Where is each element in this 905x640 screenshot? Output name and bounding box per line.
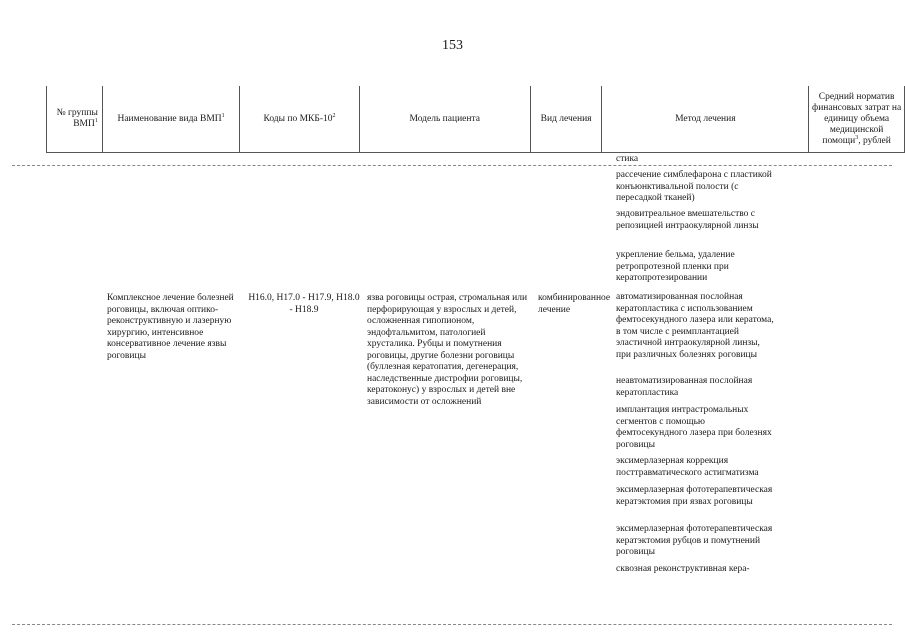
method-item: стика	[616, 154, 639, 164]
method-item: эндовитреальное вмешательство с репозицией интраокулярной линзы	[616, 209, 759, 231]
method-item: автоматизированная послойная кератопластика с использованием фемтосекундного лазера или кератома, в том числе с реимплантацией эластичной интраокулярной линзы, при различных болезнях роговицы	[616, 292, 774, 360]
vmp-name-cell: Комплексное лечение болезней роговицы, включая оптико-реконструктивную и лазерную хирургию, интенсивное консервативное лечение язвы роговицы	[107, 293, 234, 361]
method-item: укрепление бельма, удаление ретропротезной пленки при кератопротезировании	[616, 250, 735, 283]
dashed-divider-bottom	[12, 624, 892, 625]
method-item: эксимерлазерная коррекция посттравматического астигматизма	[616, 456, 759, 478]
header-icd-codes: Коды по МКБ-$10^2$	[240, 86, 359, 153]
treatment-type-cell: комбинированное лечение	[538, 293, 611, 315]
header-vmp-name: Наименование вида ВМП$^1$	[102, 86, 239, 153]
header-patient-model: Модель пациента	[359, 86, 530, 153]
page-number: 153	[442, 38, 463, 53]
header-treatment-type: Вид лечения	[530, 86, 602, 153]
method-item: неавтоматизированная послойная кератопластика	[616, 376, 753, 398]
method-item: рассечение симблефарона с пластикой конъюнктивальной полости (с пересадкой тканей)	[616, 170, 772, 203]
method-item: сквозная реконструктивная кера-	[616, 564, 750, 574]
method-item: эксимерлазерная фототерапевтическая кератэктомия при язвах роговицы	[616, 485, 773, 507]
header-group-no: № группы ВМП$^1$	[47, 86, 103, 153]
method-item: имплантация интрастромальных сегментов с помощью фемтосекундного лазера при болезнях роговицы	[616, 405, 772, 450]
icd-codes-cell: H16.0, H17.0 - H17.9, H18.0 - H18.9	[248, 293, 360, 315]
patient-model-cell: язва роговицы острая, стромальная или перфорирующая у взрослых и детей, осложненная гипопионом, эндофтальмитом, патологией хрусталика. Рубцы и помутнения роговицы, другие болезни роговицы (буллезная кератопатия, дегенерация, наследственные дистрофии роговицы, кератоконус) у взрослых и детей вне зависимости от осложнений	[367, 293, 528, 407]
header-cost-norm: Средний норматив финансовых затрат на единицу объема медицинской помощи$^3$, рублей	[809, 86, 905, 153]
table-header	[46, 86, 905, 153]
header-treatment-method: Метод лечения	[602, 86, 809, 153]
method-item: эксимерлазерная фототерапевтическая кератэктомия рубцов и помутнений роговицы	[616, 524, 773, 557]
